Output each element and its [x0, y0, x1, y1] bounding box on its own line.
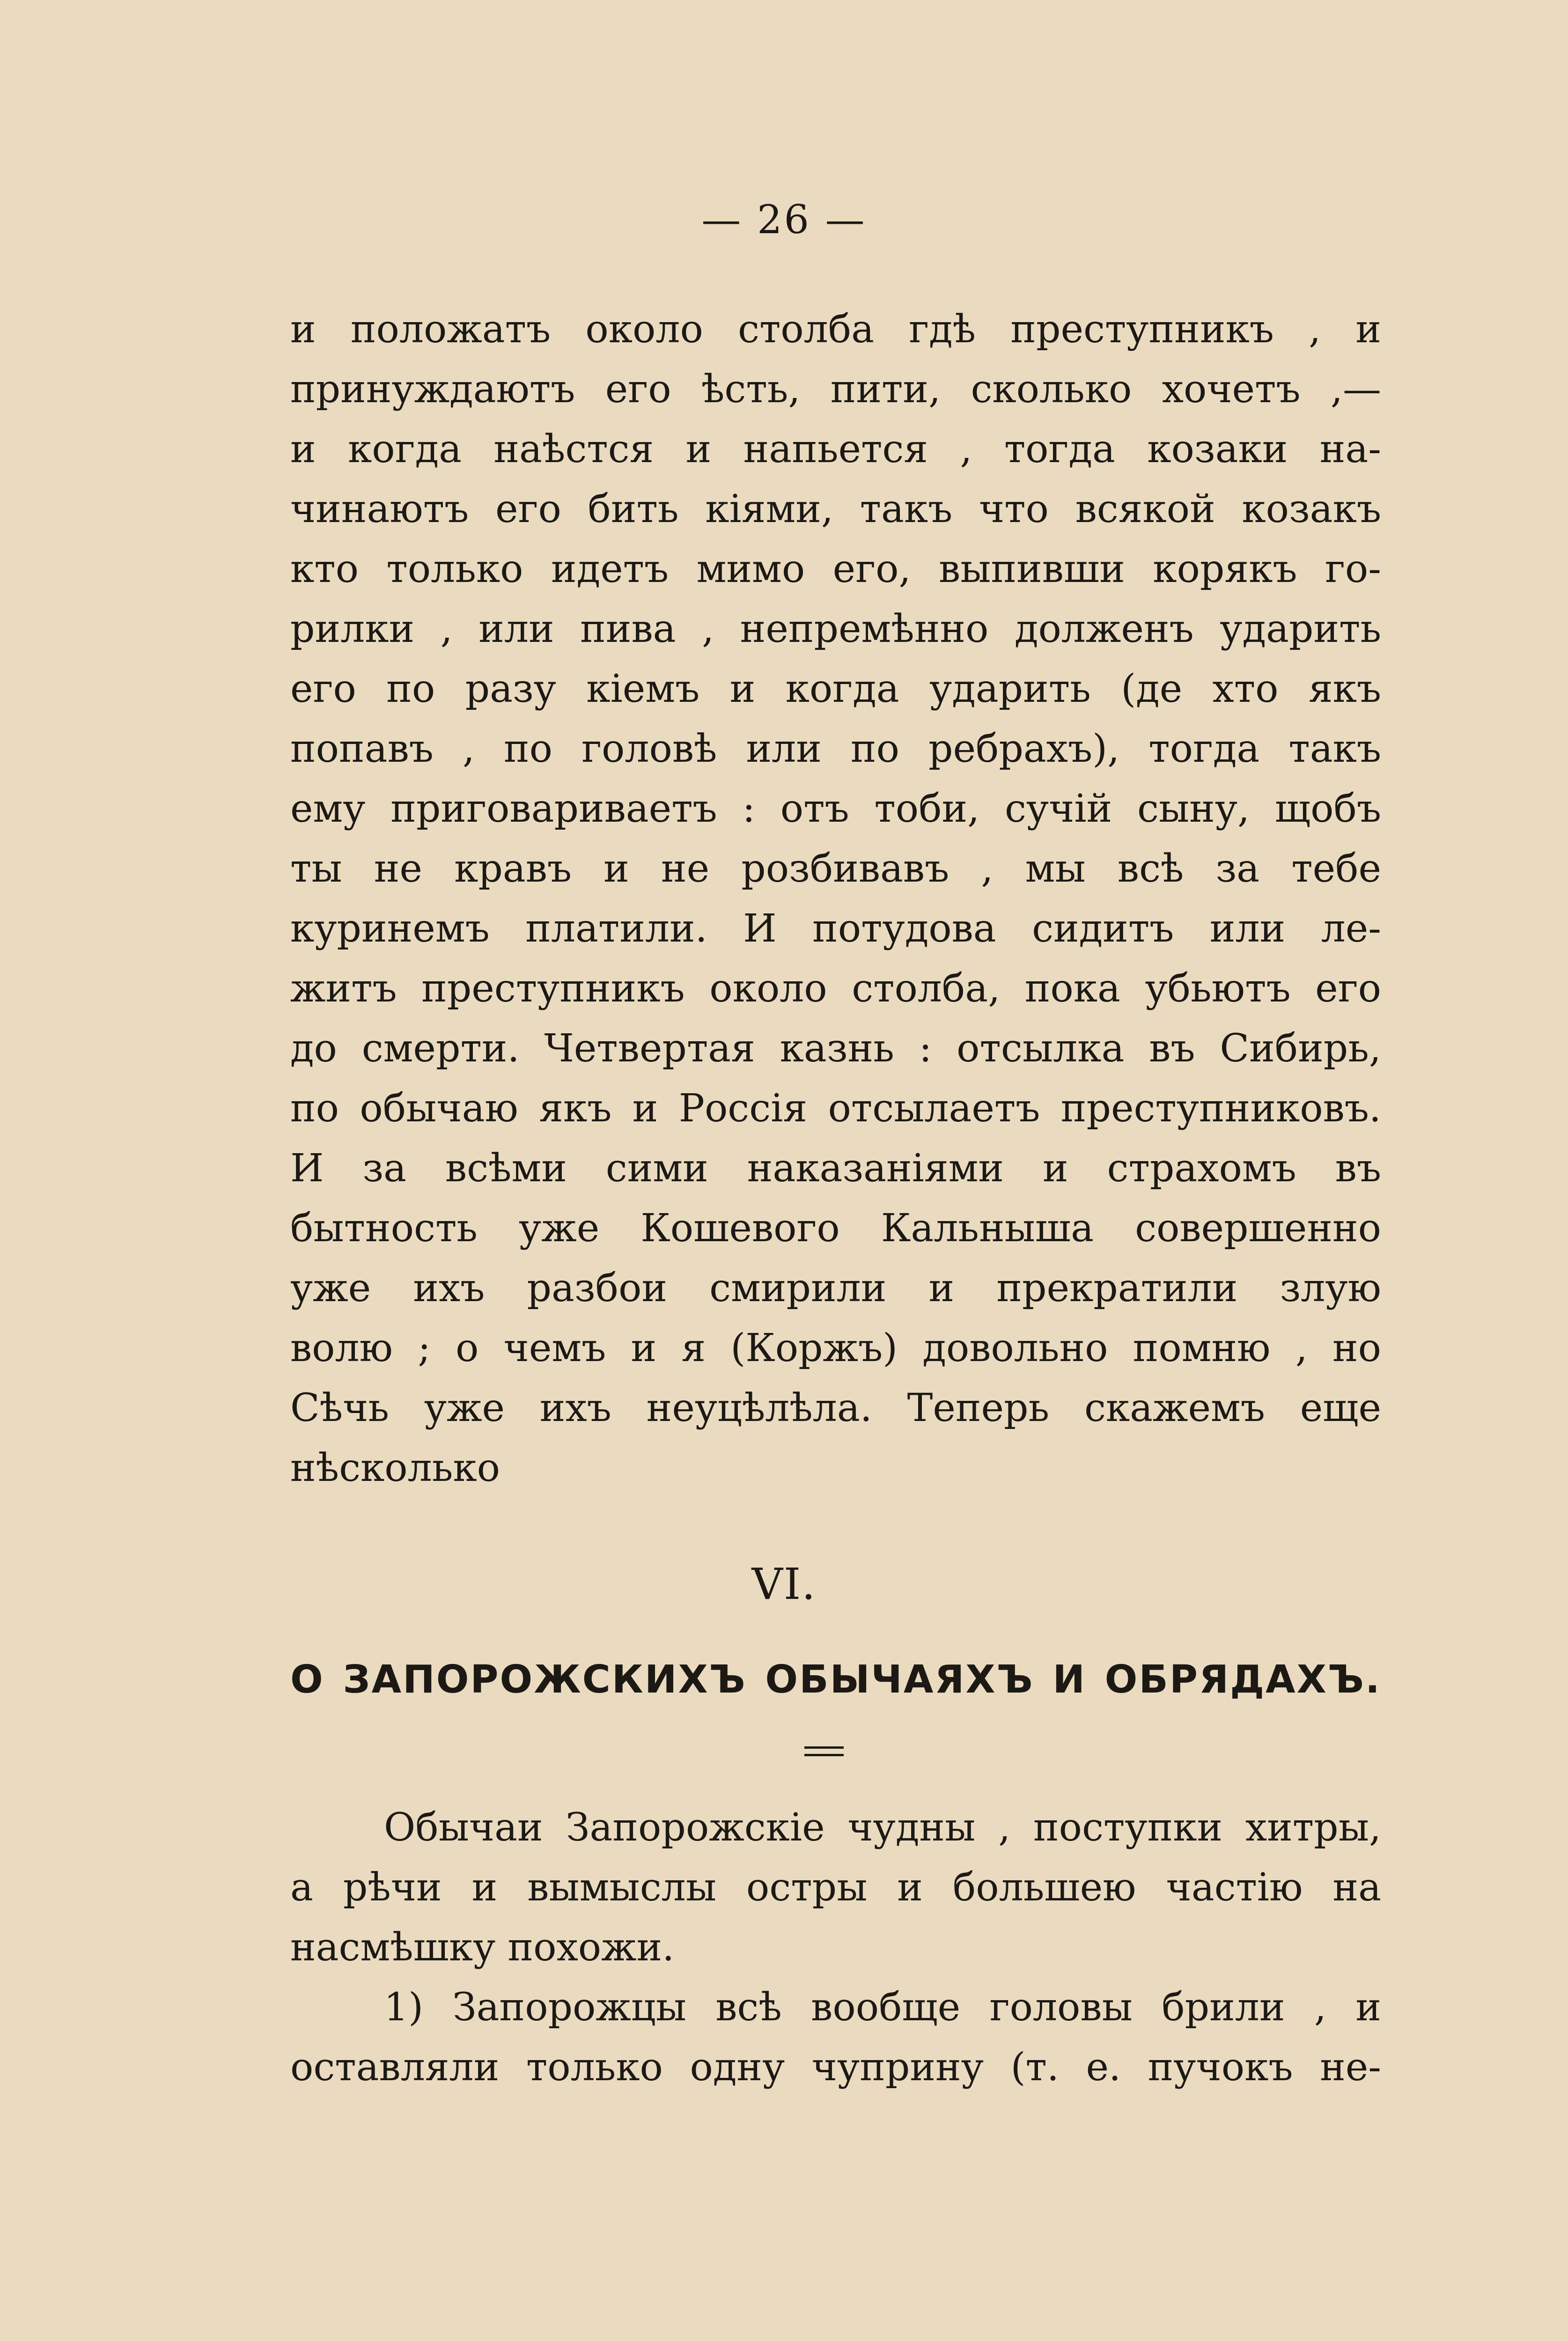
- text-line: бытность уже Кошевого Кальныша совершенно: [290, 1206, 1381, 1251]
- text-line: кто только идетъ мимо его, выпивши корякъ го-: [290, 547, 1381, 591]
- text-line: рилки , или пива , непремѣнно долженъ ударить: [290, 607, 1381, 651]
- section-title: О ЗАПОРОЖСКИХЪ ОБЫЧАЯХЪ И ОБРЯДАХЪ.: [290, 1657, 1381, 1702]
- text-line: ему приговариваетъ : отъ тоби, сучій сыну, щобъ: [290, 787, 1381, 831]
- text-line: Обычаи Запорожскіе чудны , поступки хитры,: [384, 1805, 1381, 1850]
- text-line: И за всѣми сими наказаніями и страхомъ въ: [290, 1146, 1381, 1191]
- text-line: по обычаю якъ и Россія отсылаетъ преступниковъ.: [290, 1086, 1381, 1131]
- text-line: нѣсколько: [290, 1446, 500, 1490]
- paragraph-continuation: [290, 300, 1381, 1498]
- text-line: и положатъ около столба гдѣ преступникъ , и: [290, 307, 1381, 352]
- text-line: а рѣчи и вымыслы остры и большею частію на: [290, 1865, 1381, 1910]
- text-line: уже ихъ разбои смирили и прекратили злую: [290, 1266, 1381, 1310]
- section-body: [290, 1798, 1381, 2098]
- text-line: Сѣчь уже ихъ неуцѣлѣла. Теперь скажемъ еще: [290, 1386, 1381, 1430]
- text-line: насмѣшку похожи.: [290, 1925, 675, 1970]
- text-line: 1) Запорожцы всѣ вообще головы брили , и: [384, 1985, 1381, 2030]
- text-line: его по разу кіемъ и когда ударить (де хто якъ: [290, 667, 1381, 711]
- double-rule-divider: [804, 1746, 844, 1758]
- text-line: принуждаютъ его ѣсть, пити, сколько хочетъ ,—: [290, 367, 1381, 412]
- text-line: и когда наѣстся и напьется , тогда козаки на-: [290, 427, 1381, 471]
- section-number: VI.: [751, 1559, 817, 1609]
- text-line: попавъ , по головѣ или по ребрахъ), тогда такъ: [290, 727, 1381, 771]
- text-line: чинаютъ его бить кіями, такъ что всякой козакъ: [290, 487, 1381, 531]
- text-line: до смерти. Четвертая казнь : отсылка въ Сибирь,: [290, 1026, 1381, 1071]
- page-number: — 26 —: [701, 197, 867, 243]
- text-line: куринемъ платили. И потудова сидитъ или ле-: [290, 906, 1381, 951]
- text-line: волю ; о чемъ и я (Коржъ) довольно помню , но: [290, 1326, 1381, 1370]
- text-line: оставляли только одну чуприну (т. е. пучокъ не-: [290, 2045, 1381, 2090]
- text-line: ты не кравъ и не розбивавъ , мы всѣ за тебе: [290, 847, 1381, 891]
- text-line: житъ преступникъ около столба, пока убьютъ его: [290, 966, 1381, 1011]
